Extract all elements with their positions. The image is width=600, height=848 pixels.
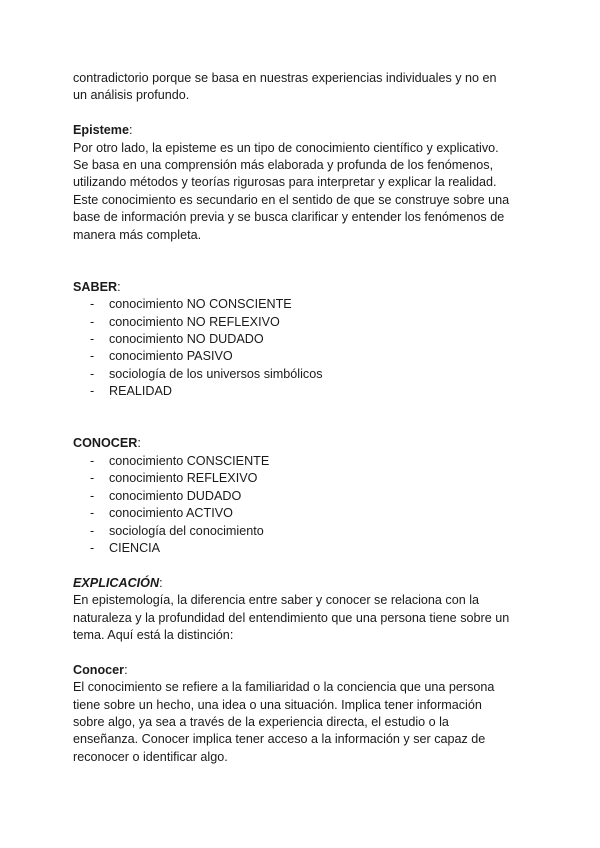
episteme-line-2: Se basa en una comprensión más elaborada y profunda de los fenómenos,: [73, 158, 494, 173]
episteme-line-4: Este conocimiento es secundario en el sentido de que se construye sobre una: [73, 192, 510, 207]
explicacion-line-2: naturaleza y la profundidad del entendimiento que una persona tiene sobre un: [73, 610, 510, 625]
conocer-list: [73, 453, 530, 557]
saber-title: SABER: [73, 279, 118, 294]
episteme-line-6: manera más completa.: [73, 227, 202, 242]
conocer-def-heading: [73, 662, 530, 679]
spacer: [73, 557, 530, 574]
spacer: [73, 244, 530, 279]
conocer-def-line-5: reconocer o identificar algo.: [73, 749, 228, 764]
saber-heading: [73, 279, 530, 296]
conocer-list-heading: [73, 435, 530, 452]
episteme-line-3: utilizando métodos y teorías rigurosas para interpretar y explicar la realidad.: [73, 175, 497, 190]
spacer: [73, 644, 530, 661]
episteme-heading: [73, 122, 530, 139]
intro-line-2: un análisis profundo.: [73, 88, 190, 103]
conocer-def-line-1: El conocimiento se refiere a la familiaridad o la conciencia que una persona: [73, 680, 495, 695]
conocer-def-line-3: sobre algo, ya sea a través de la experiencia directa, el estudio o la: [73, 714, 449, 729]
explicacion-line-1: En epistemología, la diferencia entre saber y conocer se relaciona con la: [73, 593, 480, 608]
list-item: - conocimiento REFLEXIVO: [73, 470, 530, 487]
explicacion-colon: :: [159, 575, 163, 590]
list-item: - conocimiento CONSCIENTE: [73, 453, 530, 470]
saber-list: [73, 296, 530, 400]
episteme-title: Episteme: [73, 123, 129, 138]
intro-line-1: contradictorio porque se basa en nuestras experiencias individuales y no en: [73, 71, 497, 85]
conocer-list-title: CONOCER: [73, 436, 138, 451]
conocer-def-title: Conocer: [73, 662, 125, 677]
list-item: - REALIDAD: [73, 383, 530, 400]
list-item: - CIENCIA: [73, 540, 530, 557]
conocer-def-line-2: tiene sobre un hecho, una idea o una situación. Implica tener información: [73, 697, 482, 712]
list-item: - conocimiento ACTIVO: [73, 505, 530, 522]
list-item: - conocimiento DUDADO: [73, 488, 530, 505]
list-item: - conocimiento NO REFLEXIVO: [73, 314, 530, 331]
spacer: [73, 401, 530, 436]
list-item: - sociología del conocimiento: [73, 523, 530, 540]
spacer: [73, 105, 530, 122]
conocer-def-line-4: enseñanza. Conocer implica tener acceso a la información y ser capaz de: [73, 732, 486, 747]
explicacion-line-3: tema. Aquí está la distinción:: [73, 627, 234, 642]
list-item: - conocimiento PASIVO: [73, 348, 530, 365]
episteme-colon: :: [129, 123, 133, 138]
conocer-def-colon: :: [124, 662, 128, 677]
saber-colon: :: [117, 279, 121, 294]
episteme-line-5: base de información previa y se busca clarificar y entender los fenómenos de: [73, 210, 505, 225]
explicacion-heading: [73, 575, 530, 592]
conocer-list-colon: :: [137, 436, 141, 451]
list-item: - sociología de los universos simbólicos: [73, 366, 530, 383]
explicacion-title: EXPLICACIÓN: [73, 575, 160, 590]
episteme-line-1: Por otro lado, la episteme es un tipo de conocimiento científico y explicativo.: [73, 140, 499, 155]
list-item: - conocimiento NO CONSCIENTE: [73, 296, 530, 313]
list-item: - conocimiento NO DUDADO: [73, 331, 530, 348]
